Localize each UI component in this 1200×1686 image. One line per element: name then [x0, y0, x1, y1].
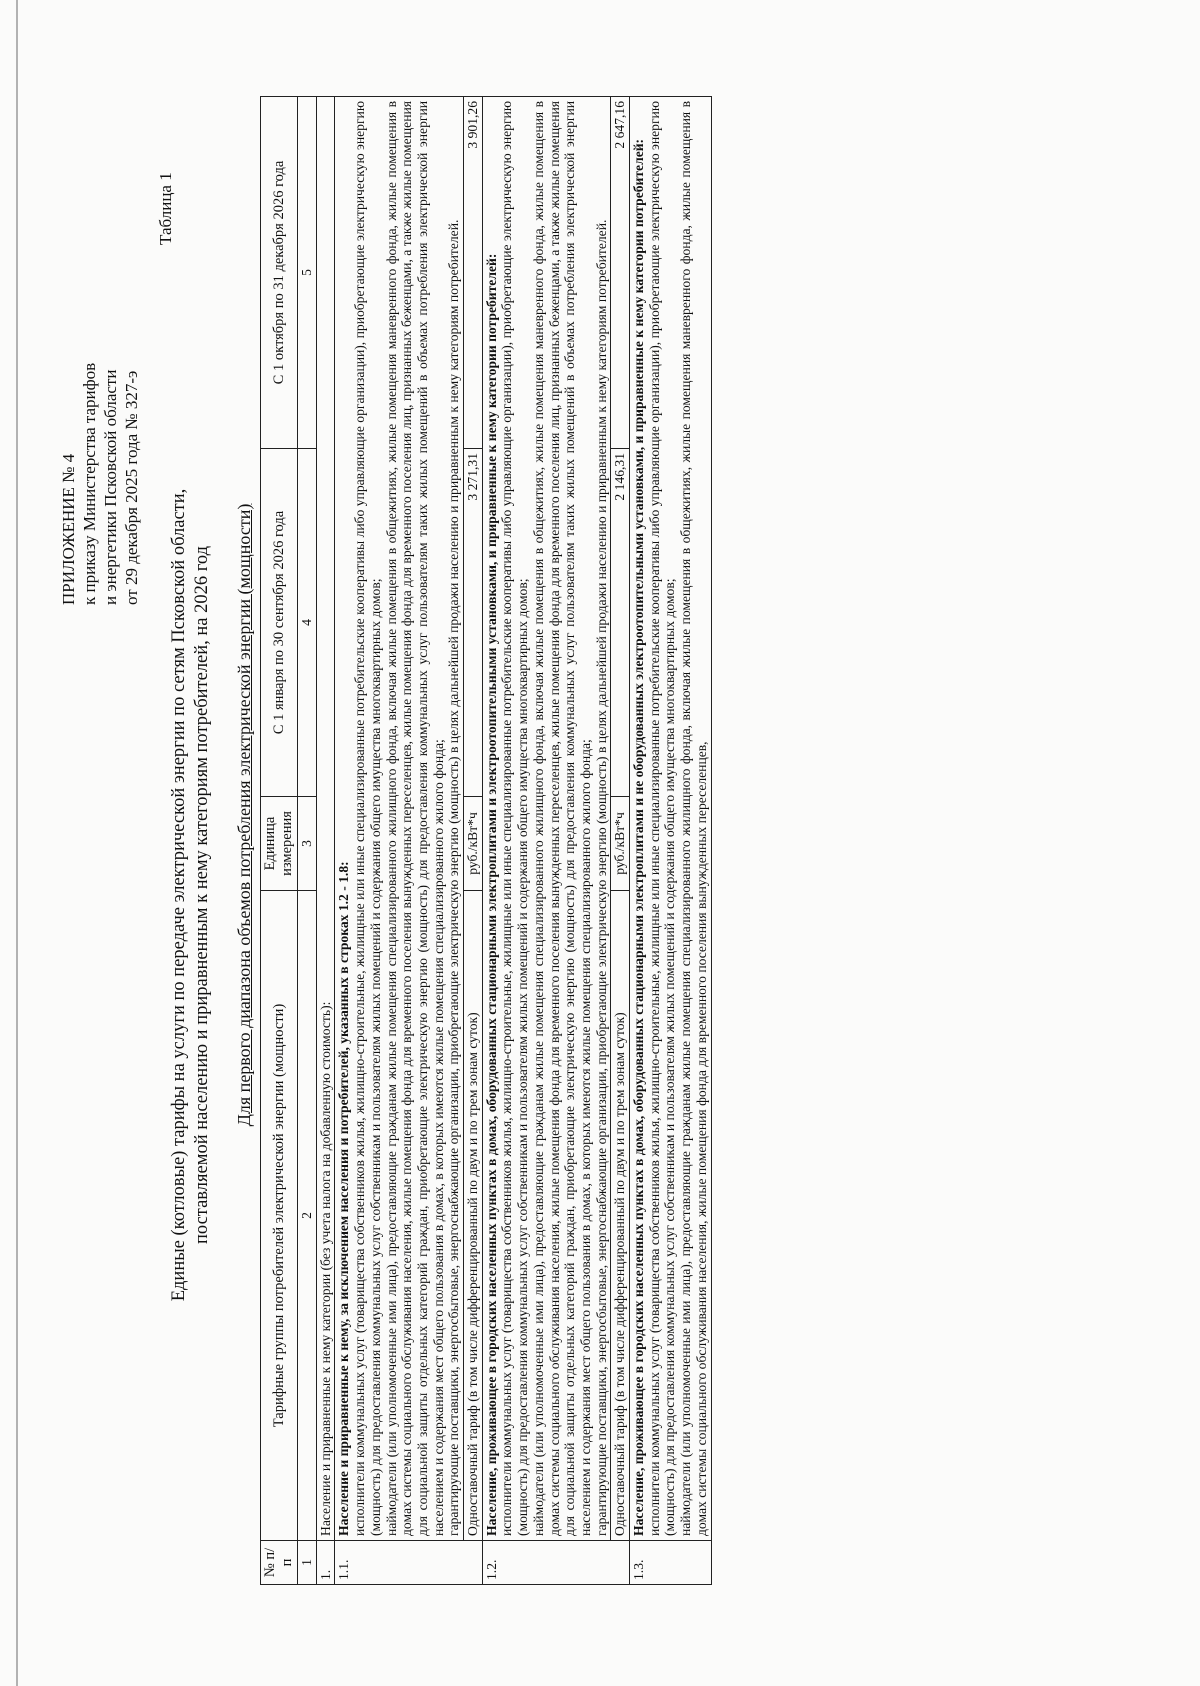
header-group: Тарифные группы потребителей электрической энергии (мощности) [261, 891, 298, 1541]
appendix-line-3: и энергетики Псковской области [101, 369, 120, 605]
table-row [630, 97, 712, 1585]
title-line-2: поставляемой населению и приравненным к нему категориям потребителей, на 2026 год [192, 545, 212, 1245]
table-row [335, 97, 464, 1585]
scan-edge-line [16, 0, 18, 1686]
col-number: 5 [298, 97, 317, 449]
rotated-document [40, 65, 1160, 1645]
row-paragraph: гарантирующие поставщики, энергосбытовые, энергоснабжающие организации, приобретающие электрическую энергию (мощность) в целях дальнейшей продажи населению и приравненным к нему категориям потребителей. [446, 219, 462, 1536]
tariff-table [260, 96, 712, 1585]
tariff-row [611, 97, 630, 1585]
tariff-unit: руб./кВт*ч [611, 797, 630, 891]
table-row [482, 97, 611, 1585]
row-paragraph: исполнители коммунальных услуг (товарищества собственников жилья, жилищно-строительные, жилищные или иные специализированные потребительские кооперативы либо управляющие организации), приобретающие электрическую энергию (мощность) для предоставления коммунальных услуг собственникам и пользователям жилых помещений и содержания общего имущества многоквартирных домов; [352, 101, 383, 1536]
tariff-label: Одноставочный тариф (в том числе дифференцированный по двум и по трем зонам суток) [611, 891, 630, 1541]
row-description [630, 97, 712, 1541]
row-paragraph: наймодатели (или уполномоченные ими лица), предоставляющие гражданам жилые помещения специализированного жилищного фонда, включая жилые помещения в общежитиях, жилые помещения маневренного фонда, жилые помещения в домах системы социального обслуживания населения, жилые помещения фонда для временного поселения вынужденных переселенцев, жилые помещения фонда для временного поселения лиц, признанных беженцами, а также жилые помещения для социальной защиты отдельных категорий граждан, приобретающие электрическую энергию (мощность) для предоставления коммунальных услуг пользователям таких жилых помещений в объемах потребления электрической энергии населением и содержания мест общего пользования в домах, в которых имеются жилые помещения специализированного жилого фонда; [383, 101, 446, 1536]
range-title: Для первого диапазона объемов потребления электрической энергии (мощности) [234, 503, 254, 1127]
row-heading: Население и приравненные к нему, за исключением населения и потребителей, указанных в строках 1.2 - 1.8: [336, 861, 352, 1536]
table-label: Таблица 1 [156, 172, 175, 245]
appendix-line-2: к приказу Министерства тарифов [80, 362, 99, 605]
header-period-2: С 1 октября по 31 декабря 2026 года [261, 97, 298, 449]
col-number: 1 [298, 1541, 317, 1585]
tariff-value-period-2: 2 647,16 [611, 97, 630, 449]
row-description [335, 97, 464, 1541]
table-header-row [261, 97, 298, 1585]
appendix-line-1: ПРИЛОЖЕНИЕ № 4 [59, 453, 78, 605]
column-number-row [298, 97, 317, 1585]
col-number: 2 [298, 891, 317, 1541]
col-number: 3 [298, 797, 317, 891]
col-number: 4 [298, 449, 317, 797]
appendix-line-4: от 29 декабря 2025 года № 327-э [122, 370, 141, 605]
tariff-label: Одноставочный тариф (в том числе дифференцированный по двум и по трем зонам суток) [464, 891, 483, 1541]
appendix-block [58, 165, 142, 605]
row-description [482, 97, 611, 1541]
row-number: 1.1. [335, 1541, 482, 1585]
tariff-value-period-1: 2 146,31 [611, 449, 630, 797]
row-text: Население и приравненные к нему категории (без учета налога на добавленную стоимость): [316, 97, 335, 1541]
row-paragraph: гарантирующие поставщики, энергосбытовые, энергоснабжающие организации, приобретающие электрическую энергию (мощность) в целях дальнейшей продажи населению и приравненным к нему категориям потребителей. [593, 219, 609, 1536]
tariff-value-period-2: 3 901,26 [464, 97, 483, 449]
row-number: 1. [316, 1541, 335, 1585]
tariff-value-period-1: 3 271,31 [464, 449, 483, 797]
row-heading: Население, проживающее в городских населенных пунктах в домах, оборудованных стационарными электроплитами и электроотопительными установками, и приравненные к нему категории потребителей: [483, 253, 499, 1536]
header-period-1: С 1 января по 30 сентября 2026 года [261, 449, 298, 797]
row-paragraph: исполнители коммунальных услуг (товарищества собственников жилья, жилищно-строительные, жилищные или иные специализированные потребительские кооперативы либо управляющие организации), приобретающие электрическую энергию (мощность) для предоставления коммунальных услуг собственникам и пользователям жилых помещений и содержания общего имущества многоквартирных домов; [646, 101, 678, 1536]
document-title [168, 305, 214, 1485]
title-line-1: Единые (котловые) тарифы на услуги по передаче электрической энергии по сетям Псковской области, [169, 488, 189, 1302]
row-paragraph: наймодатели (или уполномоченные ими лица), предоставляющие гражданам жилые помещения специализированного жилищного фонда, включая жилые помещения в общежитиях, жилые помещения маневренного фонда, жилые помещения в домах системы социального обслуживания населения, жилые помещения фонда для временного поселения вынужденных переселенцев, жилые помещения фонда для временного поселения лиц, признанных беженцами, а также жилые помещения для социальной защиты отдельных категорий граждан, приобретающие электрическую энергию (мощность) для предоставления коммунальных услуг пользователям таких жилых помещений в объемах потребления электрической энергии населением и содержания мест общего пользования в домах, в которых имеются жилые помещения специализированного жилого фонда; [530, 101, 593, 1536]
tariff-row [464, 97, 483, 1585]
row-number: 1.2. [482, 1541, 629, 1585]
row-heading: Население, проживающее в городских населенных пунктах в домах, оборудованных стационарными электроплитами и не оборудованных электроотопительными установками, и приравненные к нему категории потребителей: [631, 138, 647, 1536]
row-paragraph: наймодатели (или уполномоченные ими лица), предоставляющие гражданам жилые помещения специализированного жилищного фонда, включая жилые помещения в общежитиях, жилые помещения маневренного фонда, жилые помещения в домах системы социального обслуживания населения, жилые помещения фонда для временного поселения вынужденных переселенцев, [678, 101, 709, 1536]
table-row [316, 97, 335, 1585]
tariff-unit: руб./кВт*ч [464, 797, 483, 891]
row-number: 1.3. [630, 1541, 712, 1585]
row-paragraph: исполнители коммунальных услуг (товарищества собственников жилья, жилищно-строительные, жилищные или иные специализированные потребительские кооперативы либо управляющие организации), приобретающие электрическую энергию (мощность) для предоставления коммунальных услуг собственникам и пользователям жилых помещений и содержания общего имущества многоквартирных домов; [499, 101, 531, 1536]
header-no: № п/п [261, 1541, 298, 1585]
header-unit: Единица измерения [261, 797, 298, 891]
